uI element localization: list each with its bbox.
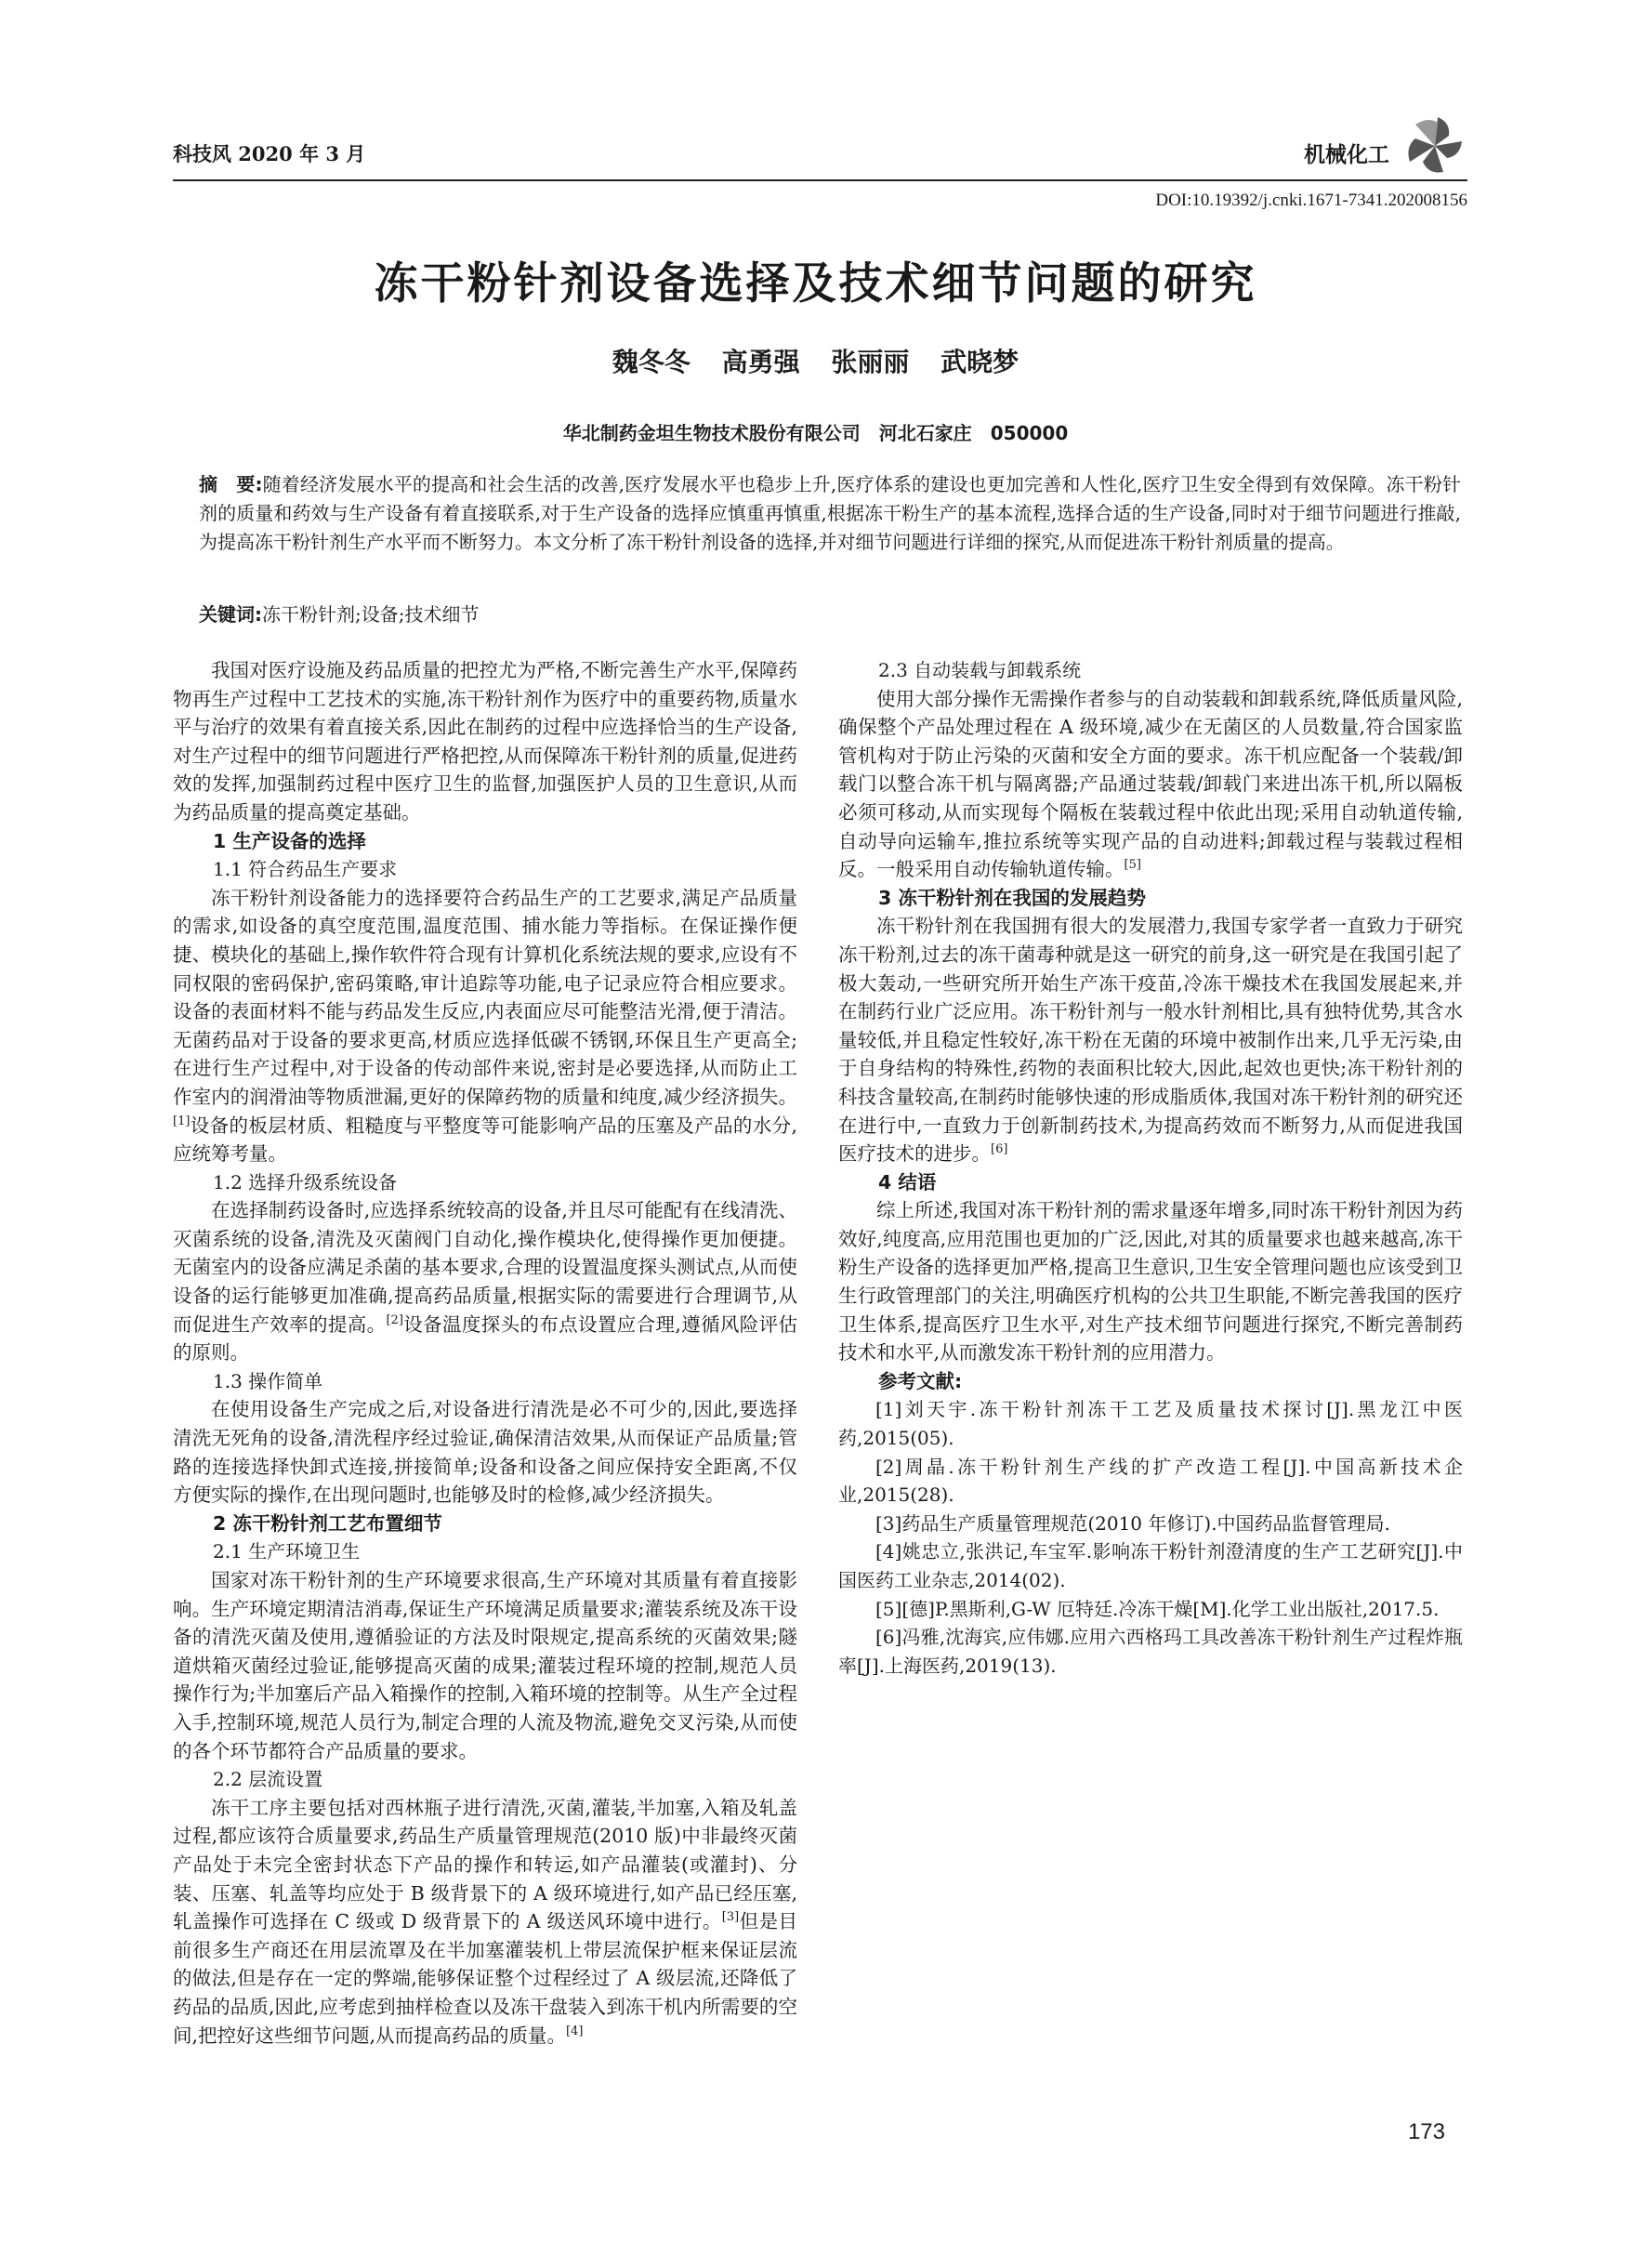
author: 张丽丽 [831,347,910,377]
reference-item: [6]冯雅,沈海宾,应伟娜.应用六西格玛工具改善冻干粉针剂生产过程炸瓶率[J].上海医药,2019(13). [838,1626,1463,1677]
abstract-text: 随着经济发展水平的提高和社会生活的改善,医疗发展水平也稳步上升,医疗体系的建设也更加完善和人性化,医疗卫生安全得到有效保障。冻干粉针剂的质量和药效与生产设备有着直接联系,对于生产设备的选择应慎重再慎重,根据冻干粉生产的基本流程,选择合适的生产设备,同时对于细节问题进行推敲,为提高冻干粉针剂生产水平而不断努力。本文分析了冻干粉针剂设备的选择,并对细节问题进行详细的探究,从而促进冻干粉针剂质量的提高。 [199,473,1462,553]
citation: [2] [386,1312,403,1327]
journal-pinwheel-logo-icon [1402,113,1467,178]
section-label: 机械化工 [1304,142,1389,167]
section-heading: 4 结语 [878,1170,937,1193]
keywords [199,600,1461,629]
reference-item: [2]周晶.冻干粉针剂生产线的扩产改造工程[J].中国高新技术企业,2015(28). [838,1455,1463,1507]
subsection-heading: 2.2 层流设置 [213,1768,323,1791]
doi: DOI:10.19392/j.cnki.1671-7341.202008156 [1155,191,1467,210]
body-column-left [173,656,798,2047]
author: 高勇强 [721,347,800,377]
section-heading: 1 生产设备的选择 [213,829,366,852]
abstract-label: 摘 要: [199,473,263,495]
reference-item: [3]药品生产质量管理规范(2010 年修订).中国药品监督管理局. [875,1511,1390,1535]
subsection-heading: 2.1 生产环境卫生 [213,1540,361,1563]
citation: [5] [1124,858,1141,873]
abstract [199,470,1461,557]
paragraph: 综上所述,我国对冻干粉针剂的需求量逐年增多,同时冻干粉针剂因为药效好,纯度高,应用范围也更加的广泛,因此,对其的质量要求也越来越高,冻干粉生产设备的选择更加严格,提高卫生意识,卫生安全管理问题也应该受到卫生行政管理部门的关注,明确医疗机构的公共卫生职能,不断完善我国的医疗卫生体系,提高医疗卫生水平,对生产技术细节问题进行探究,不断完善制药技术和水平,从而激发冻干粉针剂的应用潜力。 [838,1199,1463,1365]
paragraph: 使用大部分操作无需操作者参与的自动装载和卸载系统,降低质量风险,确保整个产品处理过程在 A 级环境,减少在无菌区的人员数量,符合国家监管机构对于防止污染的灭菌和安全方面的要求。冻干机应配备一个装载/卸载门以整合冻干机与隔离器;产品通过装载/卸载门来进出冻干机,所以隔板必须可移动,从而实现每个隔板在装载过程中依此出现;采用自动轨道传输,自动导向运输车,推拉系统等实现产品的自动进料;卸载过程与装载过程相反。一般采用自动传输轨道传输。[5] [838,687,1463,881]
reference-item: [4]姚忠立,张洪记,车宝军.影响冻干粉针剂澄清度的生产工艺研究[J].中国医药工业杂志,2014(02). [838,1540,1463,1591]
keywords-label: 关键词: [199,603,262,626]
header-divider [173,179,1467,181]
citation: [4] [566,2024,584,2038]
affiliation: 华北制药金坦生物技术股份有限公司 河北石家庄 050000 [562,422,1069,444]
citation: [1] [173,1114,191,1128]
journal-date: 科技风 2020 年 3 月 [173,142,366,165]
paragraph: 我国对医疗设施及药品质量的把控尤为严格,不断完善生产水平,保障药物再生产过程中工艺技术的实施,冻干粉针剂作为医疗中的重要药物,质量水平与治疗的效果有着直接关系,因此在制药的过程中应选择恰当的生产设备,对生产过程中的细节问题进行严格把控,从而保障冻干粉针剂的质量,促进药效的发挥,加强制药过程中医疗卫生的监督,加强医护人员的卫生意识,从而为药品质量的提高奠定基础。 [173,659,797,824]
references-heading: 参考文献: [878,1369,963,1392]
paper-title: 冻干粉针剂设备选择及技术细节问题的研究 [374,258,1257,310]
citation: [6] [991,1142,1008,1157]
reference-item: [1]刘天宇.冻干粉针剂冻干工艺及质量技术探讨[J].黑龙江中医药,2015(05). [838,1398,1463,1450]
paragraph: 冻干工序主要包括对西林瓶子进行清洗,灭菌,灌装,半加塞,入箱及轧盖过程,都应该符合质量要求,药品生产质量管理规范(2010 版)中非最终灭菌产品处于未完全密封状态下产品的操作和转运,如产品灌装(或灌封)、分装、压塞、轧盖等均应处于 B 级背景下的 A 级环境进行,如产品已经压塞,轧盖操作可选择在 C 级或 D 级背景下的 A 级送风环境中进行。[3]但是目前很多生产商还在用层流罩及在半加塞灌装机上带层流保护框来保证层流的做法,但是存在一定的弊端,能够保证整个过程经过了 A 级层流,还降低了药品的品质,因此,应考虑到抽样检查以及冻干盘装入到冻干机内所需要的空间,把控好这些细节问题,从而提高药品的质量。[4] [173,1796,797,2047]
author: 魏冬冬 [612,347,691,377]
subsection-heading: 1.3 操作简单 [213,1369,323,1392]
subsection-heading: 1.1 符合药品生产要求 [213,858,398,881]
paragraph: 冻干粉针剂在我国拥有很大的发展潜力,我国专家学者一直致力于研究冻干粉剂,过去的冻干菌毒种就是这一研究的前身,这一研究是在我国引起了极大轰动,一些研究所开始生产冻干疫苗,冷冻干燥技术在我国发展起来,并在制药行业广泛应用。冻干粉针剂与一般水针剂相比,具有独特优势,其含水量较低,并且稳定性较好,冻干粉在无菌的环境中被制作出来,几乎无污染,由于自身结构的特殊性,药物的表面积比较大,因此,起效也更快;冻干粉针剂的科技含量较高,在制药时能够快速的形成脂质体,我国对冻干粉针剂的研究还在进行中,一直致力于创新制药技术,为提高药效而不断努力,从而促进我国医疗技术的进步。[6] [838,915,1463,1166]
page-number: 173 [1407,2119,1445,2144]
section-heading: 3 冻干粉针剂在我国的发展趋势 [878,886,1146,909]
paragraph: 在使用设备生产完成之后,对设备进行清洗是必不可少的,因此,要选择清洗无死角的设备,清洗程序经过验证,确保清洁效果,从而保证产品质量;管路的连接选择快卸式连接,拼接简单;设备和设备之间应保持安全距离,不仅方便实际的操作,在出现问题时,也能够及时的检修,减少经济损失。 [173,1398,797,1507]
paragraph: 冻干粉针剂设备能力的选择要符合药品生产的工艺要求,满足产品质量的需求,如设备的真空度范围,温度范围、捕水能力等指标。在保证操作便捷、模块化的基础上,操作软件符合现有计算机化系统法规的要求,应设有不同权限的密码保护,密码策略,审计追踪等功能,电子记录应符合相应要求。设备的表面材料不能与药品发生反应,内表面应尽可能整洁光滑,便于清洁。无菌药品对于设备的要求更高,材质应选择低碳不锈钢,环保且生产更高全;在进行生产过程中,对于设备的传动部件来说,密封是必要选择,从而防止工作室内的润滑油等物质泄漏,更好的保障药物的质量和纯度,减少经济损失。[1]设备的板层材质、粗糙度与平整度等可能影响产品的压塞及产品的水分,应统筹考量。 [173,886,797,1166]
reference-item: [5][德]P.黑斯利,G-W 厄特廷.冷冻干燥[M].化学工业出版社,2017.5. [875,1597,1440,1620]
body-column-right [838,656,1463,1680]
paragraph: 在选择制药设备时,应选择系统较高的设备,并且尽可能配有在线清洗、灭菌系统的设备,清洗及灭菌阀门自动化,操作模块化,使得操作更加便捷。无菌室内的设备应满足杀菌的基本要求,合理的设置温度探头测试点,从而使设备的运行能够更加准确,提高药品质量,根据实际的需要进行合理调节,从而促进生产效率的提高。[2]设备温度探头的布点设置应合理,遵循风险评估的原则。 [173,1199,798,1365]
author-list [0,342,1631,379]
keywords-text: 冻干粉针剂;设备;技术细节 [262,603,480,626]
author: 武晓梦 [940,347,1019,377]
section-heading: 2 冻干粉针剂工艺布置细节 [213,1511,442,1535]
citation: [3] [721,1910,740,1925]
subsection-heading: 1.2 选择升级系统设备 [213,1170,398,1193]
subsection-heading: 2.3 自动装载与卸载系统 [878,659,1082,681]
paragraph: 国家对冻干粉针剂的生产环境要求很高,生产环境对其质量有着直接影响。生产环境定期清洁消毒,保证生产环境满足质量要求;灌装系统及冻干设备的清洗灭菌及使用,遵循验证的方法及时限规定,提高系统的灭菌效果;隧道烘箱灭菌经过验证,能够提高灭菌的成果;灌装过程环境的控制,规范人员操作行为;半加塞后产品入箱操作的控制,入箱环境的控制等。从生产全过程入手,控制环境,规范人员行为,制定合理的人流及物流,避免交叉污染,从而使的各个环节都符合产品质量的要求。 [173,1569,797,1762]
